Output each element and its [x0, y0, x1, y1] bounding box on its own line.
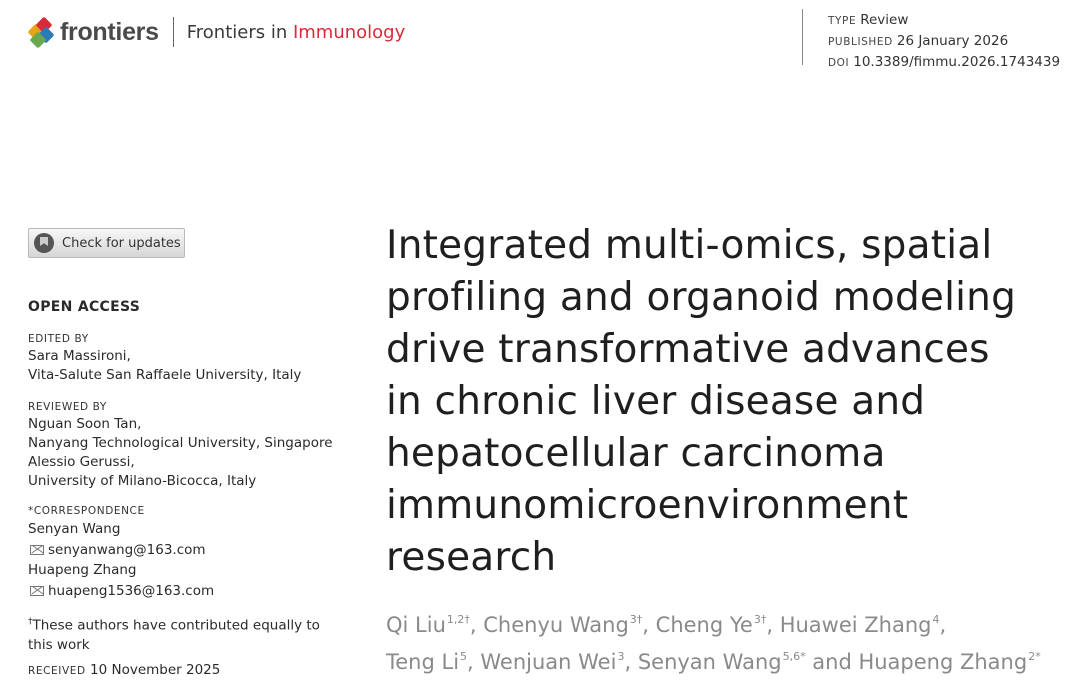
logo-divider — [173, 17, 174, 47]
reviewer-affiliation: Nanyang Technological University, Singapore — [28, 435, 333, 451]
title-line: hepatocellular carcinoma — [386, 431, 886, 476]
email-address[interactable]: huapeng1536@163.com — [48, 582, 215, 599]
reviewed-by-label: REVIEWED BY — [28, 401, 107, 413]
reviewed-by-section — [28, 399, 338, 491]
note-text: this work — [28, 636, 90, 653]
author-name[interactable]: Chenyu Wang — [483, 613, 629, 637]
author-name[interactable]: Wenjuan Wei — [480, 650, 617, 674]
author-separator: , — [469, 613, 484, 637]
mail-icon — [30, 586, 44, 596]
author-affiliation-mark: 5,6* — [782, 650, 806, 663]
correspondence-section — [28, 503, 338, 601]
author-affiliation-mark: 4 — [932, 613, 940, 626]
edited-by-section — [28, 331, 338, 385]
article-meta — [828, 10, 1060, 73]
correspondent-name: Huapeng Zhang — [28, 562, 137, 578]
author-affiliation-mark: 3 — [617, 650, 625, 663]
author-separator: , — [766, 613, 780, 637]
title-line: immunomicroenvironment — [386, 483, 909, 528]
correspondence-label: *CORRESPONDENCE — [28, 505, 145, 517]
author-name[interactable]: Cheng Ye — [655, 613, 753, 637]
frontiers-logo-icon — [28, 17, 54, 47]
author-separator: , — [624, 650, 638, 674]
correspondent-email[interactable] — [28, 540, 338, 561]
title-line: profiling and organoid modeling — [386, 275, 1017, 320]
journal-name[interactable] — [187, 22, 406, 43]
meta-doi — [828, 52, 1060, 73]
title-line: drive transformative advances — [386, 327, 990, 372]
author-name[interactable]: Qi Liu — [386, 613, 446, 637]
author-name[interactable]: Huapeng Zhang — [858, 650, 1028, 674]
check-for-updates-button[interactable] — [28, 228, 185, 258]
author-name[interactable]: Huawei Zhang — [779, 613, 932, 637]
editor-affiliation: Vita-Salute San Raffaele University, Italy — [28, 367, 302, 383]
equal-contribution-note — [28, 613, 338, 655]
title-line: Integrated multi-omics, spatial — [386, 223, 993, 268]
meta-type — [828, 10, 1060, 31]
brand-name: frontiers — [60, 17, 159, 46]
reviewer-affiliation: University of Milano-Bicocca, Italy — [28, 473, 257, 489]
title-line: research — [386, 535, 557, 580]
author-affiliation-mark: 2* — [1028, 650, 1041, 663]
author-name[interactable]: Teng Li — [386, 650, 460, 674]
correspondent-email[interactable] — [28, 581, 338, 602]
journal-prefix: Frontiers in — [186, 21, 293, 43]
editor-name: Sara Massironi, — [28, 348, 131, 364]
frontiers-logo[interactable] — [28, 17, 405, 47]
mail-icon — [30, 545, 44, 555]
edited-by-label: EDITED BY — [28, 333, 89, 345]
type-value: Review — [860, 12, 909, 28]
reviewer-name: Alessio Gerussi, — [28, 454, 135, 470]
author-name[interactable]: Senyan Wang — [637, 650, 782, 674]
received-label: RECEIVED — [28, 665, 86, 677]
author-list — [386, 604, 1076, 678]
check-updates-label: Check for updates — [62, 235, 181, 251]
published-label: PUBLISHED — [828, 36, 893, 48]
journal-accent: Immunology — [292, 21, 406, 43]
author-separator: and — [805, 650, 859, 674]
received-date — [28, 661, 338, 680]
author-affiliation-mark: 5 — [460, 650, 468, 663]
published-value: 26 January 2026 — [896, 33, 1009, 49]
author-separator: , — [939, 613, 947, 637]
dagger-mark: † — [28, 617, 33, 627]
note-text: These authors have contributed equally to — [32, 617, 320, 634]
meta-divider — [802, 9, 803, 65]
author-separator: , — [467, 650, 481, 674]
title-line: in chronic liver disease and — [386, 379, 926, 424]
bookmark-icon — [34, 233, 54, 253]
received-value: 10 November 2025 — [90, 662, 221, 678]
author-separator: , — [642, 613, 656, 637]
email-address[interactable]: senyanwang@163.com — [48, 541, 206, 558]
open-access-label: OPEN ACCESS — [28, 299, 141, 315]
reviewer-name: Nguan Soon Tan, — [28, 416, 142, 432]
author-affiliation-mark: 3† — [629, 613, 643, 626]
correspondent-name: Senyan Wang — [28, 521, 121, 537]
meta-published — [828, 31, 1060, 52]
article-title — [386, 220, 1056, 584]
doi-label: DOI — [828, 57, 850, 69]
doi-link[interactable]: 10.3389/fimmu.2026.1743439 — [853, 54, 1061, 70]
author-affiliation-mark: 1,2† — [446, 613, 470, 626]
type-label: TYPE — [828, 15, 857, 27]
author-affiliation-mark: 3† — [753, 613, 767, 626]
